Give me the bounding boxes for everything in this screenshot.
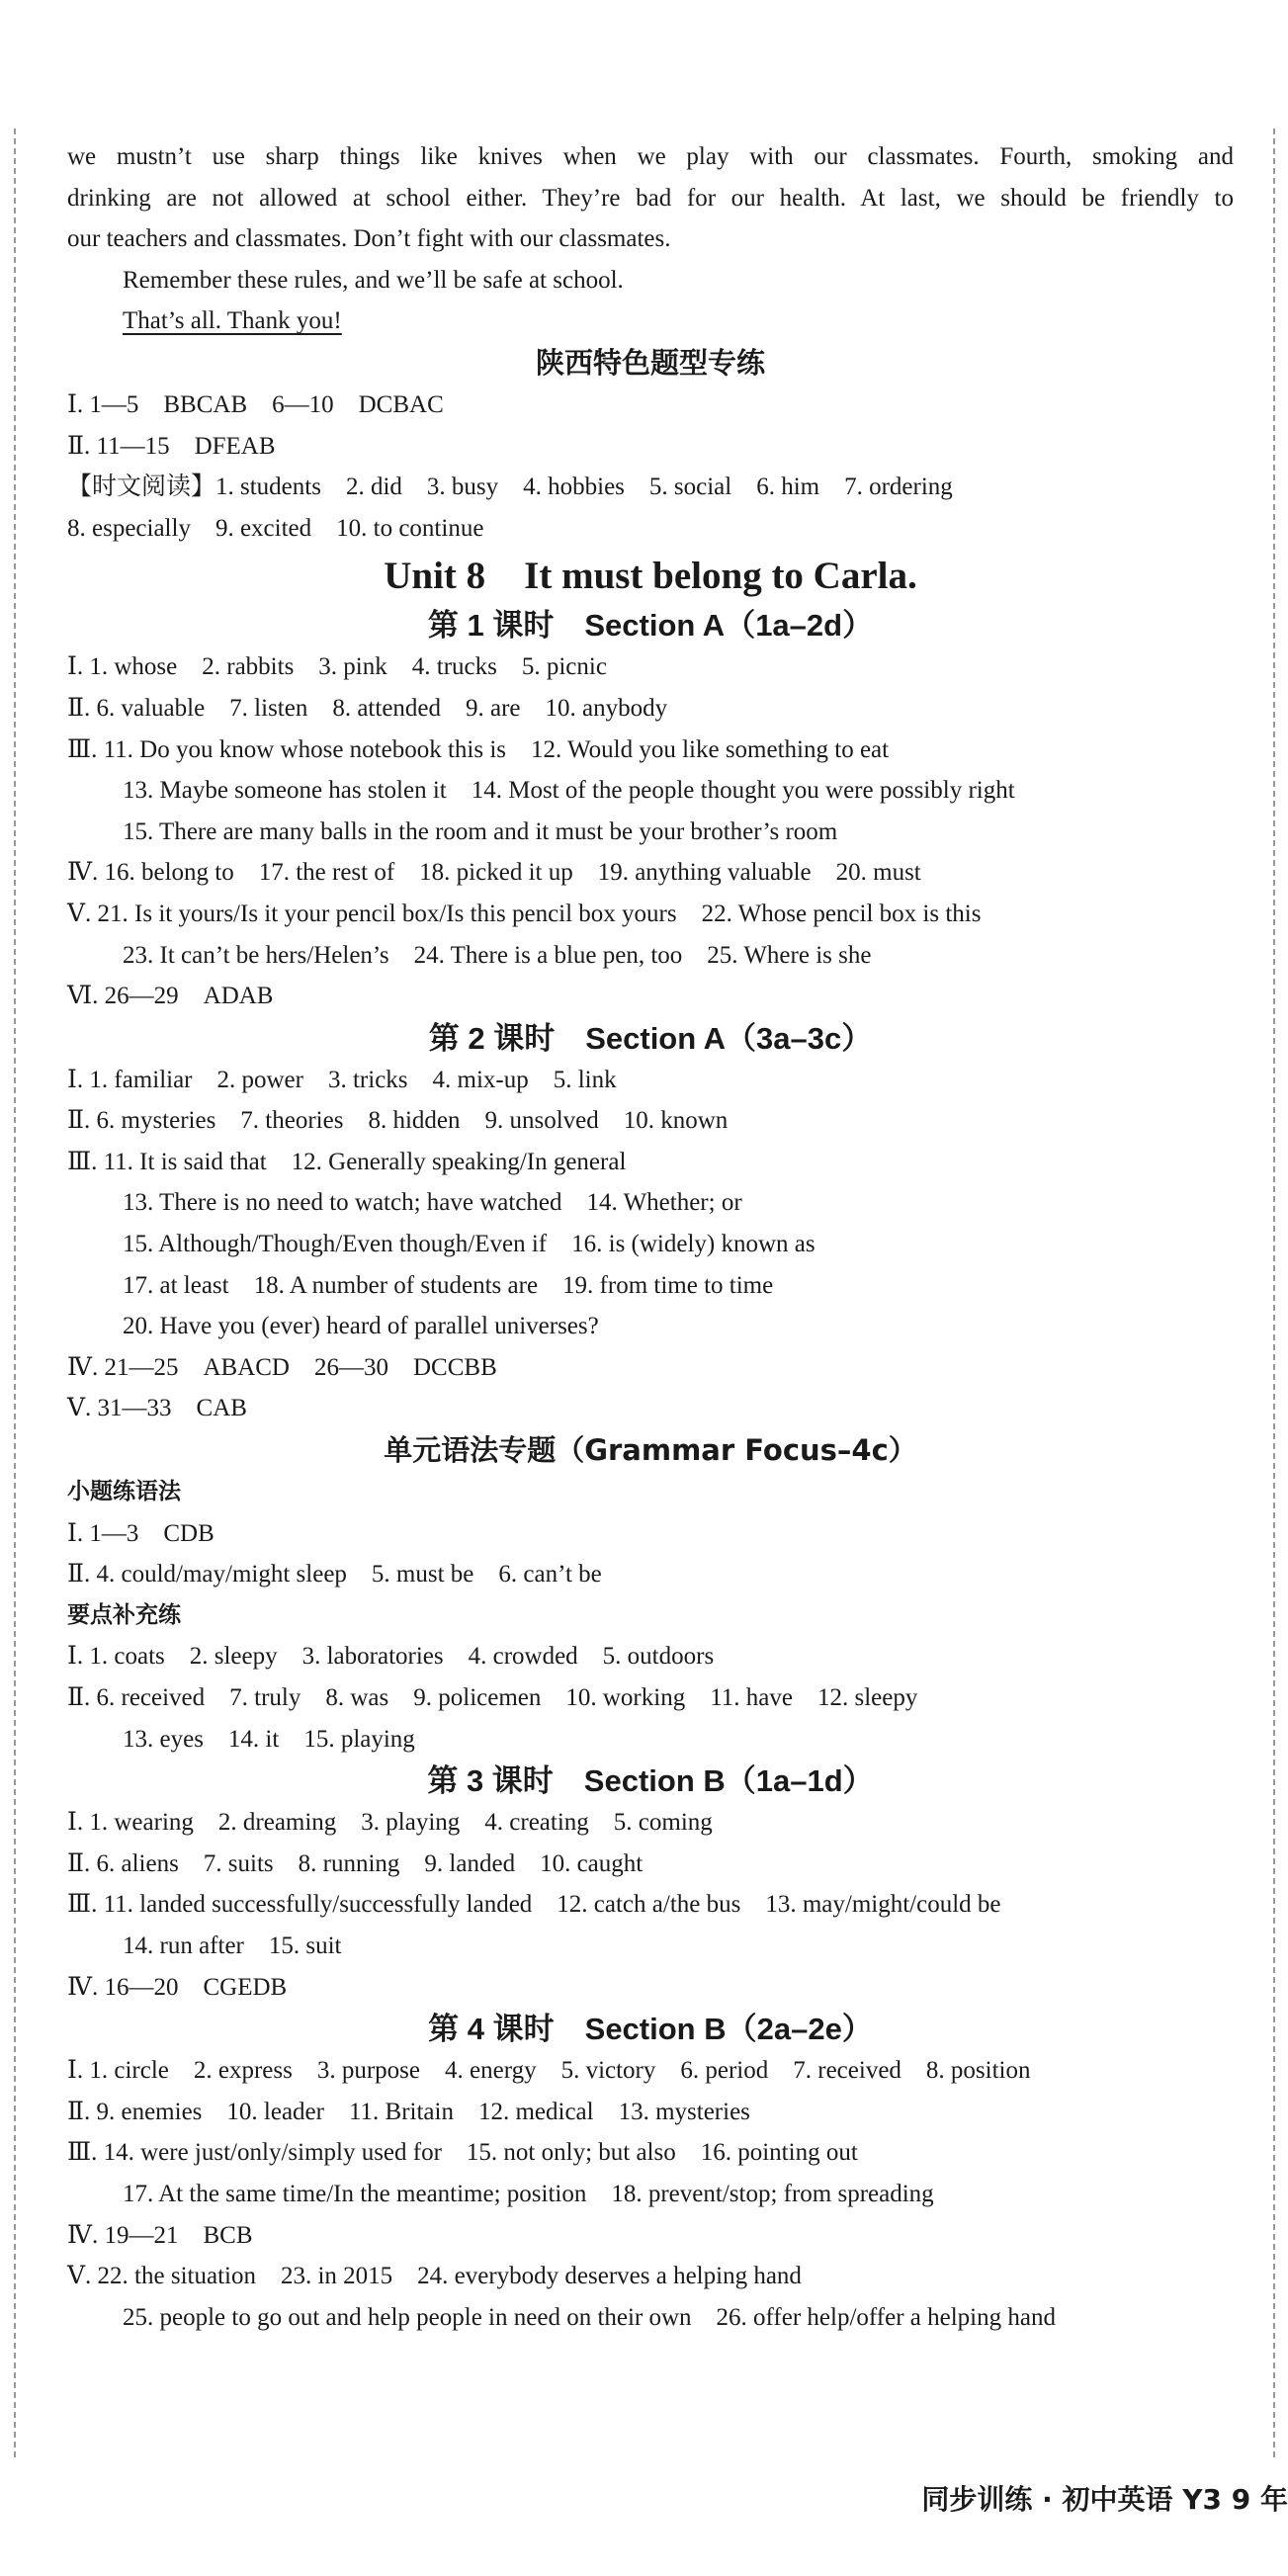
answer-line: Ⅴ. 21. Is it yours/Is it your pencil box/Is this pencil box yours 22. Whose pencil box is this [67, 900, 982, 927]
answer-content [67, 136, 1234, 2338]
answer-line: 15. Although/Though/Even though/Even if 16. is (widely) known as [123, 1231, 816, 1258]
section-title-lesson3: 第 3 课时 Section B（1a–1d） [427, 1763, 874, 1799]
text-line: Remember these rules, and we’ll be safe at school. [123, 266, 624, 294]
answer-line: Ⅰ. 1—3 CDB [67, 1519, 215, 1547]
answer-line: 17. At the same time/In the meantime; position 18. prevent/stop; from spreading [123, 2180, 934, 2207]
answer-line: Ⅵ. 26—29 ADAB [67, 983, 274, 1010]
answer-line: 15. There are many balls in the room and it must be your brother’s room [123, 817, 838, 845]
answer-line: Ⅰ. 1. circle 2. express 3. purpose 4. energy 5. victory 6. period 7. received 8. position [67, 2057, 1031, 2085]
text-line [67, 301, 1234, 342]
answer-line: Ⅳ. 19—21 BCB [67, 2221, 253, 2249]
answer-line: Ⅲ. 11. landed successfully/successfully landed 12. catch a/the bus 13. may/might/could be [67, 1891, 1001, 1919]
answer-line: 8. especially 9. excited 10. to continue [67, 514, 484, 542]
answer-line: 【时文阅读】1. students 2. did 3. busy 4. hobbies 5. social 6. him 7. ordering [67, 473, 953, 501]
text-line: our teachers and classmates. Don’t fight with our classmates. [67, 225, 671, 253]
answer-line: Ⅱ. 4. could/may/might sleep 5. must be 6. can’t be [67, 1561, 602, 1589]
answer-line: Ⅰ. 1. whose 2. rabbits 3. pink 4. trucks 5. picnic [67, 653, 607, 681]
answer-line: 23. It can’t be hers/Helen’s 24. There is a blue pen, too 25. Where is she [123, 941, 872, 969]
answer-line: Ⅱ. 9. enemies 10. leader 11. Britain 12. medical 13. mysteries [67, 2098, 750, 2125]
answer-line: Ⅳ. 21—25 ABACD 26—30 DCCBB [67, 1353, 497, 1381]
section-title-lesson2: 第 2 课时 Section A（3a–3c） [428, 1020, 873, 1056]
section-title-shaanxi: 陕西特色题型专练 [535, 345, 765, 380]
unit-title: Unit 8 It must belong to Carla. [384, 555, 917, 598]
answer-line: 20. Have you (ever) heard of parallel universes? [123, 1313, 599, 1340]
section-title-grammar-focus: 单元语法专题（Grammar Focus–4c） [384, 1433, 917, 1468]
answer-line: Ⅰ. 1. coats 2. sleepy 3. laboratories 4. crowded 5. outdoors [67, 1643, 715, 1671]
answer-line: 13. There is no need to watch; have watched 14. Whether; or [123, 1189, 742, 1217]
answer-line: 25. people to go out and help people in need on their own 26. offer help/offer a helping hand [123, 2303, 1056, 2331]
answer-line: Ⅱ. 6. mysteries 7. theories 8. hidden 9. unsolved 10. known [67, 1107, 729, 1135]
answer-line: Ⅰ. 1. wearing 2. dreaming 3. playing 4. creating 5. coming [67, 1809, 713, 1837]
answer-line: 13. Maybe someone has stolen it 14. Most of the people thought you were possibly right [123, 777, 1015, 805]
answer-line: 13. eyes 14. it 15. playing [123, 1725, 415, 1753]
section-title-lesson1: 第 1 课时 Section A（1a–2d） [427, 608, 874, 644]
answer-line: Ⅴ. 31—33 CAB [67, 1395, 247, 1422]
answer-line: 14. run after 15. suit [123, 1932, 342, 1959]
answer-line: Ⅱ. 6. received 7. truly 8. was 9. policemen 10. working 11. have 12. sleepy [67, 1684, 918, 1711]
answer-line: Ⅲ. 11. It is said that 12. Generally speaking/In general [67, 1148, 627, 1175]
answer-line: Ⅱ. 11—15 DFEAB [67, 432, 276, 460]
answer-line: Ⅳ. 16. belong to 17. the rest of 18. picked it up 19. anything valuable 20. must [67, 859, 921, 887]
subheading-grammar-practice: 小题练语法 [67, 1479, 181, 1505]
binding-dash-line-left [14, 129, 16, 2457]
answer-line: Ⅴ. 22. the situation 23. in 2015 24. everybody deserves a helping hand [67, 2263, 802, 2290]
section-title-lesson4: 第 4 课时 Section B（2a–2e） [428, 2012, 873, 2047]
text-line: we mustn’t use sharp things like knives when we play with our classmates. Fourth, smoking and [67, 143, 1234, 170]
underlined-text: That’s all. Thank you! [123, 307, 342, 335]
page-footer: 同步训练 · 初中英语 Y3 9 年 [921, 2483, 1288, 2516]
text-line: drinking are not allowed at school either. They’re bad for our health. At last, we should be friendly to [67, 184, 1234, 212]
answer-line: 17. at least 18. A number of students are 19. from time to time [123, 1271, 774, 1299]
answer-line: Ⅰ. 1. familiar 2. power 3. tricks 4. mix-up 5. link [67, 1066, 617, 1093]
binding-dash-line-right [1273, 129, 1275, 2457]
answer-line: Ⅱ. 6. aliens 7. suits 8. running 9. landed 10. caught [67, 1849, 644, 1877]
answer-line: Ⅱ. 6. valuable 7. listen 8. attended 9. are 10. anybody [67, 694, 668, 722]
answer-line: Ⅳ. 16—20 CGEDB [67, 1973, 288, 2001]
answer-line: Ⅲ. 14. were just/only/simply used for 15. not only; but also 16. pointing out [67, 2139, 858, 2167]
answer-line: Ⅰ. 1—5 BBCAB 6—10 DCBAC [67, 390, 444, 418]
subheading-key-points: 要点补充练 [67, 1601, 181, 1628]
answer-line: Ⅲ. 11. Do you know whose notebook this is 12. Would you like something to eat [67, 735, 890, 763]
